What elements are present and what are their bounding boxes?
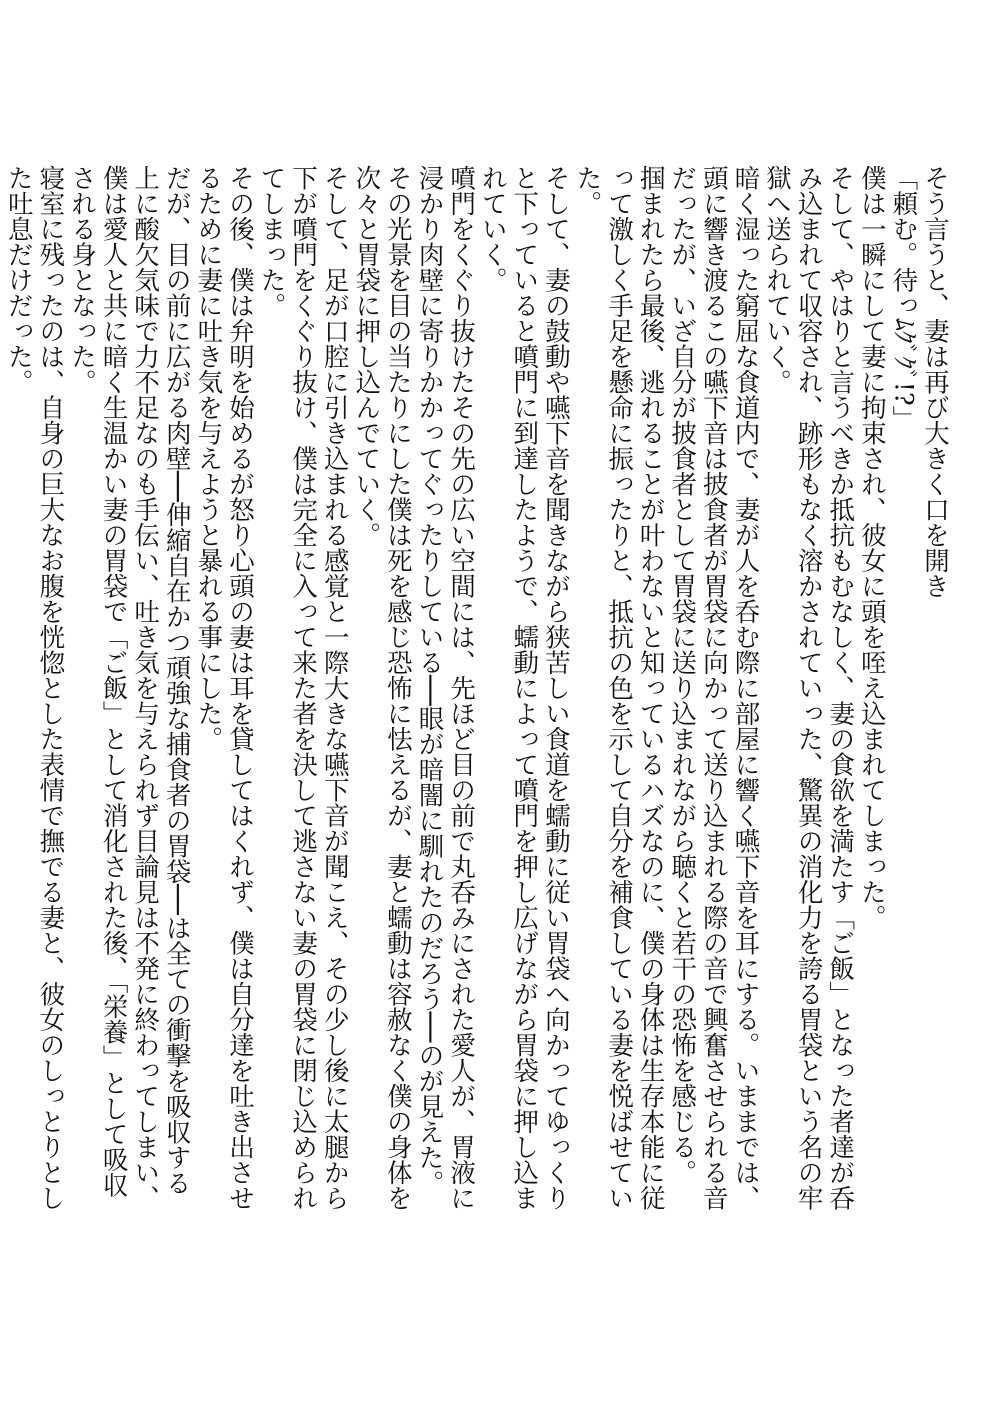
paragraph: 掴まれたら最後、逃れることが叶わないと知っているハズなのに、僕の身体は生存本能に従って激しく手足を懸命に振ったりと、抵抗の色を示して自分を補食している妻を悦ばせていた。 [572,165,666,1211]
paragraph: そして、やはりと言うべきか抵抗もむなしく、妻の食欲を満たす「ご飯」となった者達が呑み込まれて収容され、跡形もなく溶かされていった、驚異の消化力を誇る胃袋という名の牢獄へ送られていく。 [762,165,856,1211]
paragraph: 「頼む。待っﾑｸﾞｸﾞ!?」 [888,165,919,432]
paragraph: 暗く湿った窮屈な食道内で、妻が人を呑む際に部屋に響く嚥下音を耳にする。いままでは、頭に響き渡るこの嚥下音は披食者が胃袋に向かって送り込まれる際の音で興奮させられる音だったが、いざ自分が披食者として胃袋に送り込まれながら聴くと若干の恐怖を感じる。 [667,165,761,1211]
paragraph: そして、足が口腔に引き込まれる感覚と一際大きな嚥下音が聞こえ、その少し後に太腿から下が噴門をくぐり抜け、僕は完全に入って来た者を決して逃さない妻の胃袋に閉じ込められてしまった。 [256,165,350,1211]
vertical-text-body [3,165,950,1215]
paragraph: だが、目の前に広がる肉壁──伸縮自在かつ頑強な捕食者の胃袋──は全ての衝撃を吸収する上に酸欠気味で力不足なのも手伝い、吐き気を与えられず目論見は不発に終わってしまい、僕は愛人と共に暗く生温かい妻の胃袋で「ご飯」として消化された後、「栄養」として吸収される身となった。 [66,165,192,1211]
paragraph: 僕は一瞬にして妻に拘束され、彼女に頭を咥え込まれてしまった。 [856,165,887,930]
paragraph: 寝室に残ったのは、自身の巨大なお腹を恍惚とした表情で撫でる妻と、彼女のしっとりとした吐息だけだった。 [3,165,66,1211]
paragraph: その後、僕は弁明を始めるが怒り心頭の妻は耳を貸してはくれず、僕は自分達を吐き出させるために妻に吐き気を与えようと暴れる事にした。 [193,165,255,1211]
paragraph: そう言うと、妻は再び大きく口を開き [920,165,950,599]
paragraph: そして、妻の鼓動や嚥下音を聞きながら狭苦しい食道を蠕動に従い胃袋へ向かってゆっくりと下っていると噴門に到達したようで、蠕動によって噴門を押し広げながら胃袋に押し込まれていく。 [477,165,571,1211]
paragraph: 噴門をくぐり抜けたその先の広い空間には、先ほど目の前で丸呑みにされた愛人が、胃液に浸かり肉壁に寄りかかってぐったりしている──眼が暗闇に馴れたのだろう──のが見えた。その光景を目の当たりにした僕は死を感じ恐怖に怯えるが、妻と蠕動は容赦なく僕の身体を次々と胃袋に押し込んでていく。 [351,165,477,1211]
